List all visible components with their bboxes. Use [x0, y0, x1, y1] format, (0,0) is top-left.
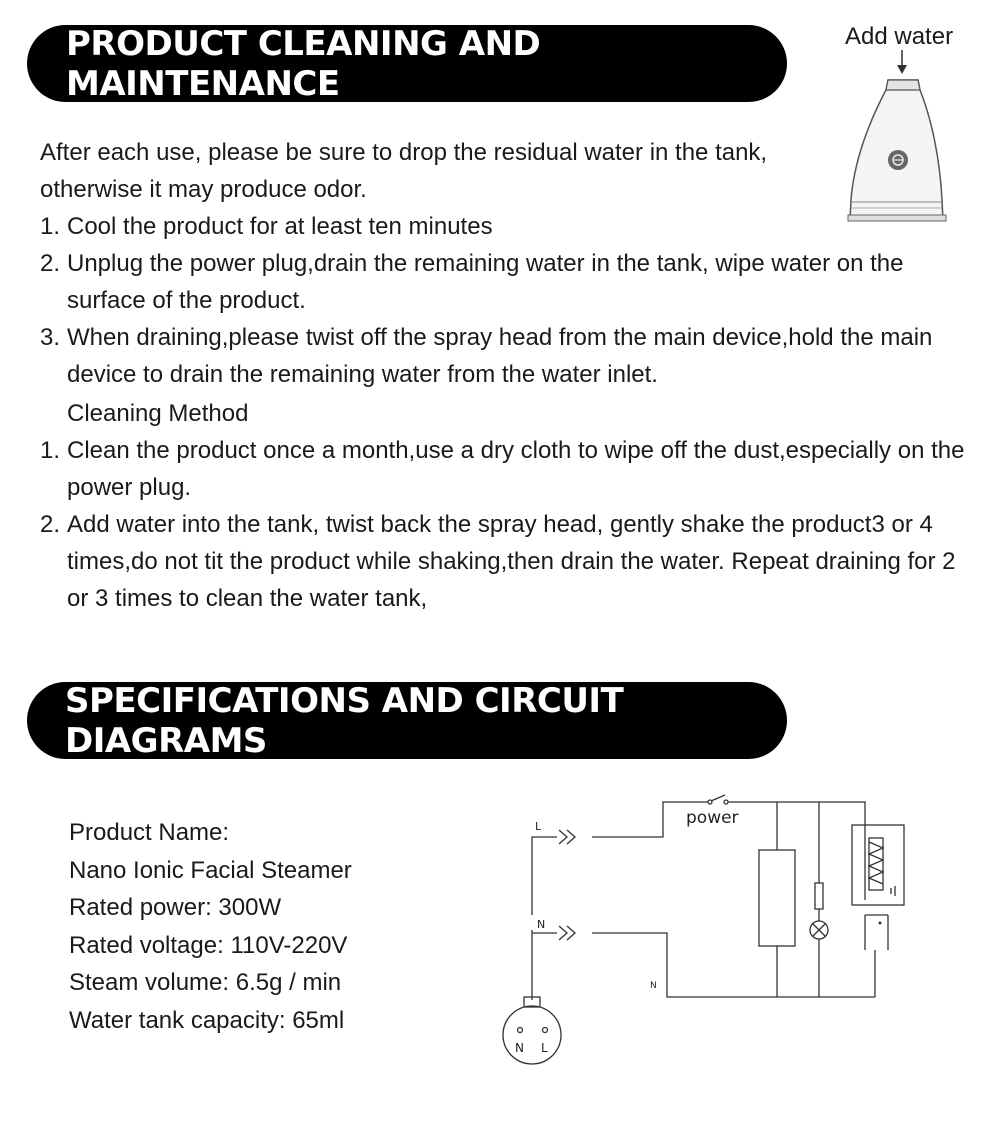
section-title-text: SPECIFICATIONS AND CIRCUIT DIAGRAMS — [65, 680, 624, 761]
step-number: 2. — [40, 511, 61, 538]
step-text: Add water into the tank, twist back the spray head, gently shake the product3 or 4 times,do not tit the product while shaking,then drain the water. Repeat draining for 2 or 3 times to clean the water tank, — [67, 511, 956, 612]
label-neutral: N — [537, 918, 546, 931]
circuit-diagram — [495, 790, 915, 1075]
wire-n-main — [592, 933, 875, 997]
wire-l-input — [532, 837, 557, 915]
list-item — [40, 319, 970, 393]
cleaning-method-title: Cleaning Method — [67, 400, 249, 427]
cleaning-steps — [40, 432, 970, 617]
list-item — [40, 506, 970, 617]
thermostat-housing — [852, 825, 904, 905]
plug-label-l: L — [541, 1041, 548, 1055]
section-title-cleaning — [27, 25, 787, 102]
list-item — [40, 432, 970, 506]
section-title-specs — [27, 682, 787, 759]
plug-pin-l — [543, 1028, 548, 1033]
label-power: power — [686, 808, 739, 828]
label-line: L — [535, 820, 542, 833]
specifications-list — [69, 814, 352, 1039]
list-item — [40, 245, 970, 319]
add-water-label: Add water — [845, 23, 954, 50]
switch-contact-2 — [724, 800, 728, 804]
maintenance-steps — [40, 208, 970, 393]
spec-steam-volume: Steam volume: 6.5g / min — [69, 969, 342, 996]
spec-rated-voltage: Rated voltage: 110V-220V — [69, 931, 348, 959]
spec-product-name: Nano Ionic Facial Steamer — [69, 856, 352, 884]
step-text: Unplug the power plug,drain the remaining water in the tank, wipe water on the surface of the product. — [67, 250, 904, 314]
intro-line-2: otherwise it may produce odor. — [40, 176, 367, 203]
connector-n-2 — [567, 926, 575, 940]
heater-element — [759, 850, 795, 946]
step-number: 3. — [40, 324, 61, 351]
step-number: 1. — [40, 213, 61, 240]
tank-body — [850, 80, 943, 220]
arrow-head — [897, 65, 907, 74]
step-text: Clean the product once a month,use a dry cloth to wipe off the dust,especially on the power plug. — [67, 437, 965, 501]
spec-rated-power: Rated power: 300W — [69, 894, 282, 921]
step-number: 2. — [40, 250, 61, 277]
spec-water-tank-capacity: Water tank capacity: 65ml — [69, 1006, 345, 1034]
spec-product-name-label: Product Name: — [69, 819, 230, 846]
plug-label-n: N — [515, 1041, 524, 1055]
section-title-text: PRODUCT CLEANING AND MAINTENANCE — [66, 23, 541, 104]
thermostat-coil — [869, 842, 883, 884]
plug-body — [503, 1006, 561, 1064]
plug-pin-n — [518, 1028, 523, 1033]
connector-l-1 — [559, 830, 567, 844]
list-item — [40, 208, 970, 245]
step-text: Cool the product for at least ten minutes — [67, 213, 493, 240]
thermostat-coil-box — [869, 838, 883, 890]
label-neutral-inner: N — [650, 981, 657, 991]
connector-l-2 — [567, 830, 575, 844]
step-number: 1. — [40, 437, 61, 464]
switch-lever — [711, 795, 725, 801]
indicator-resistor — [815, 883, 823, 909]
step-text: When draining,please twist off the spray head from the main device,hold the main device to drain the remaining water from the water inlet. — [67, 324, 933, 388]
intro-line-1: After each use, please be sure to drop the residual water in the tank, — [40, 139, 768, 166]
fuse-dot — [879, 922, 882, 925]
connector-n-1 — [559, 926, 567, 940]
tank-neck — [886, 80, 920, 90]
